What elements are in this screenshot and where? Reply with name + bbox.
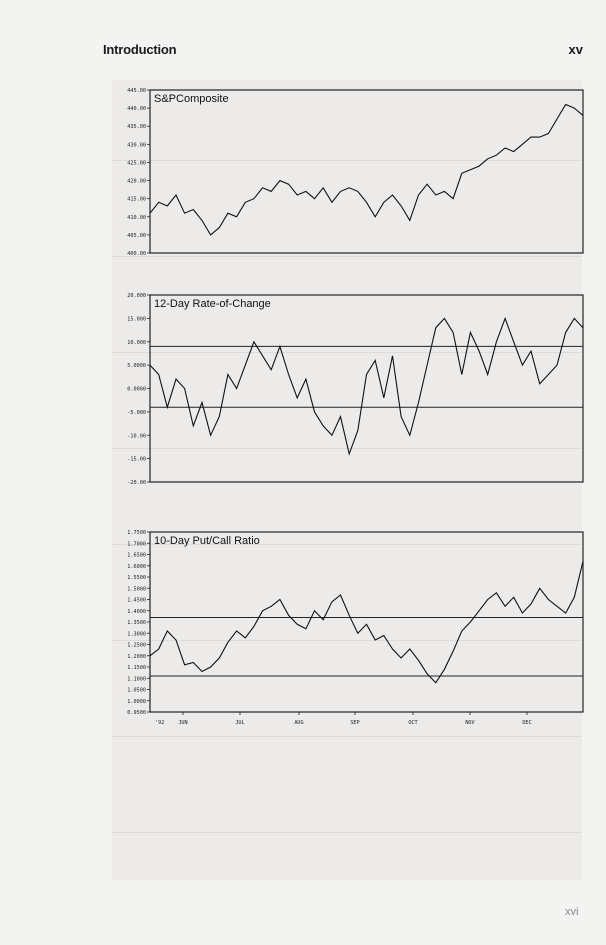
y-tick-label: -10.00: [127, 433, 146, 440]
y-tick-label: 440.00: [127, 106, 146, 113]
y-tick-label: 420.00: [127, 178, 146, 185]
y-tick-label: 5.0000: [127, 363, 146, 370]
y-tick-label: 1.3500: [127, 620, 146, 626]
y-tick-label: 10.000: [127, 339, 146, 346]
y-tick-label: 1.2500: [127, 642, 146, 649]
y-tick-label: 1.2000: [127, 653, 146, 660]
y-tick-label: -15.00: [127, 456, 146, 463]
x-tick-label: DEC: [522, 720, 532, 726]
y-tick-label: 0.9500: [127, 710, 146, 716]
y-tick-label: 1.4000: [127, 608, 146, 615]
y-tick-label: 1.0500: [127, 687, 146, 694]
x-year-label: '92: [155, 720, 165, 726]
y-tick-label: 0.0000: [127, 386, 146, 393]
x-tick-label: OCT: [408, 720, 418, 726]
y-tick-label: 1.7000: [127, 541, 146, 548]
x-tick-label: AUG: [294, 720, 304, 726]
y-tick-label: 415.00: [127, 196, 146, 203]
panel-frame-putcall: [150, 532, 583, 712]
y-tick-label: 410.00: [127, 214, 146, 221]
y-tick-label: 1.1000: [127, 676, 146, 683]
y-tick-label: 1.4500: [127, 597, 146, 604]
y-tick-label: 15.000: [127, 316, 146, 323]
series-line-putcall: [150, 561, 583, 683]
y-tick-label: 1.5000: [127, 586, 146, 593]
y-tick-label: -20.00: [127, 480, 146, 486]
y-tick-label: 435.00: [127, 124, 146, 131]
x-tick-label: SEP: [350, 720, 360, 726]
y-tick-label: 1.3000: [127, 631, 146, 638]
y-tick-label: 1.5500: [127, 575, 146, 581]
y-tick-label: 430.00: [127, 142, 146, 149]
y-tick-label: 1.1500: [127, 665, 146, 671]
y-tick-label: 1.6000: [127, 563, 146, 570]
x-tick-label: NOV: [465, 720, 475, 726]
y-tick-label: -5.000: [127, 409, 146, 416]
panel-title-putcall: 10-Day Put/Call Ratio: [154, 535, 260, 547]
x-tick-label: JUL: [235, 720, 245, 726]
y-tick-label: 1.7500: [127, 530, 146, 536]
page-number: xv: [568, 42, 583, 57]
y-tick-label: 400.00: [127, 251, 146, 257]
footer-page-number: xvi: [565, 906, 579, 918]
panel-title-spx: S&PComposite: [154, 93, 229, 105]
y-tick-label: 445.00: [127, 88, 146, 94]
panel-frame-spx: [150, 90, 583, 253]
panel-title-roc: 12-Day Rate-of-Change: [154, 298, 271, 310]
series-line-roc: [150, 318, 583, 454]
y-tick-label: 20.000: [127, 293, 146, 299]
y-tick-label: 425.00: [127, 160, 146, 167]
y-tick-label: 1.0000: [127, 698, 146, 705]
x-tick-label: JUN: [178, 720, 188, 726]
y-tick-label: 405.00: [127, 232, 146, 239]
y-tick-label: 1.6500: [127, 552, 146, 559]
page-title: Introduction: [103, 42, 177, 57]
panel-frame-roc: [150, 295, 583, 482]
series-line-spx: [150, 105, 583, 235]
